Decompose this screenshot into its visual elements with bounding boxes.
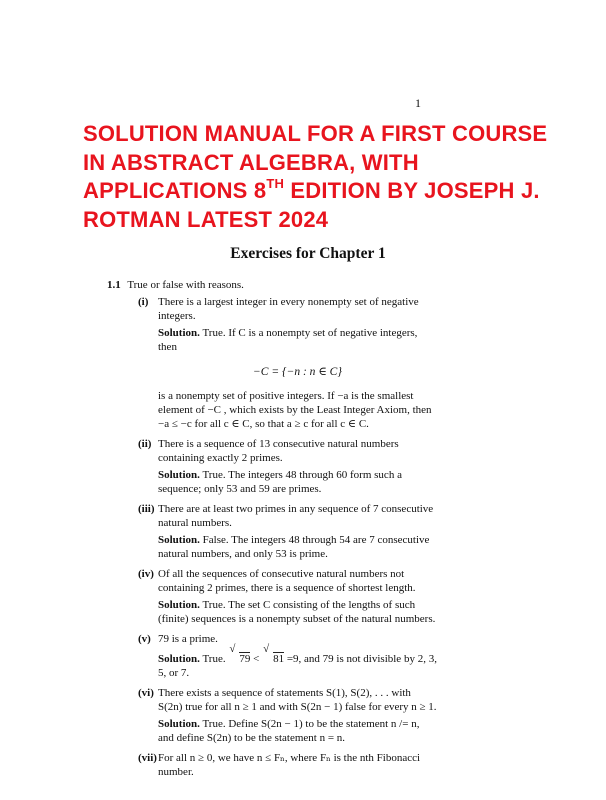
part-i (107, 295, 437, 431)
solution-label: Solution. (158, 327, 200, 339)
solution-label: Solution. (158, 718, 200, 730)
exercise-header (107, 278, 437, 292)
solution-label: Solution. (158, 599, 200, 611)
part-label: (ii) (138, 438, 152, 450)
solution-label: Solution. (158, 534, 200, 546)
solution-label: Solution. (158, 653, 200, 665)
part-solution (158, 598, 437, 626)
solution-text-end: 9, and 79 is not divisible by 2, 3, 5, or 7. (158, 653, 437, 679)
exercise-prompt: True or false with reasons. (127, 279, 244, 291)
document-title (83, 120, 553, 234)
solution-label: Solution. (158, 469, 200, 481)
sqrt-81 (265, 652, 284, 666)
title-superscript: TH (266, 176, 285, 191)
radicand: 81 (273, 653, 285, 665)
less-than: < (253, 653, 260, 665)
solution-text: True. (202, 653, 226, 665)
part-statement: 79 is a prime. (158, 633, 218, 645)
part-iii (107, 502, 437, 561)
part-statement: For all n ≥ 0, we have n ≤ Fₙ, where Fₙ is the nth Fibonacci number. (158, 752, 421, 778)
part-statement: Of all the sequences of consecutive natural numbers not containing 2 primes, there is a sequence of shortest length. (158, 568, 416, 594)
part-statement: There are at least two primes in any sequence of 7 consecutive natural numbers. (158, 503, 434, 529)
part-iv (107, 567, 437, 626)
part-label: (iii) (138, 503, 155, 515)
solution-text: True. If C is a nonempty set of negative integers, then (158, 327, 418, 353)
solution-text: True. The set C consisting of the lengths of such (finite) sequences is a nonempty subset of the natural numbers. (158, 599, 436, 625)
part-solution (158, 652, 437, 680)
part-solution (158, 717, 437, 745)
part-statement: There is a largest integer in every nonempty set of negative integers. (158, 296, 419, 322)
solution-continuation: is a nonempty set of positive integers. If −a is the smallest element of −C , which exists by the Least Integer Axiom, then −a ≤ −c for all c ∈ C, so that a ≥ c for all c ∈ C. (158, 390, 432, 430)
solution-text: True. Define S(2n − 1) to be the statement n /= n, and define S(2n) to be the statement n = n. (158, 718, 420, 744)
solution-text: True. The integers 48 through 60 form such a sequence; only 53 and 59 are primes. (158, 469, 402, 495)
part-ii (107, 437, 437, 496)
part-v (107, 632, 437, 680)
part-label: (v) (138, 633, 151, 645)
part-vi (107, 686, 437, 745)
radicand: 79 (239, 653, 251, 665)
part-statement: There is a sequence of 13 consecutive natural numbers containing exactly 2 primes. (158, 438, 399, 464)
exercise-1-1 (107, 278, 437, 779)
part-solution (158, 468, 437, 496)
part-solution (158, 326, 437, 354)
part-label: (vi) (138, 687, 154, 699)
display-equation: −C = {−n : n ∈ C} (253, 366, 342, 378)
equals: = (286, 653, 294, 665)
part-label: (i) (138, 296, 149, 308)
solution-text: False. The integers 48 through 54 are 7 consecutive natural numbers, and only 53 is prime. (158, 534, 430, 560)
sqrt-79 (231, 652, 250, 666)
title-main: SOLUTION MANUAL FOR A FIRST COURSE IN ABSTRACT ALGEBRA, WITH APPLICATIONS 8 (83, 121, 548, 203)
part-statement: There exists a sequence of statements S(1), S(2), . . . with S(2n) true for all n ≥ 1 and with S(2n − 1) false for every n ≥ 1. (158, 687, 437, 713)
part-solution (158, 533, 437, 561)
part-vii (107, 751, 437, 779)
page-number: 1 (415, 96, 421, 110)
part-label: (iv) (138, 568, 154, 580)
part-label: (vii) (138, 752, 157, 764)
chapter-heading: Exercises for Chapter 1 (230, 245, 386, 262)
title-tail: EDITION BY JOSEPH J. ROTMAN LATEST 2024 (83, 178, 540, 232)
exercise-number: 1.1 (107, 279, 121, 291)
